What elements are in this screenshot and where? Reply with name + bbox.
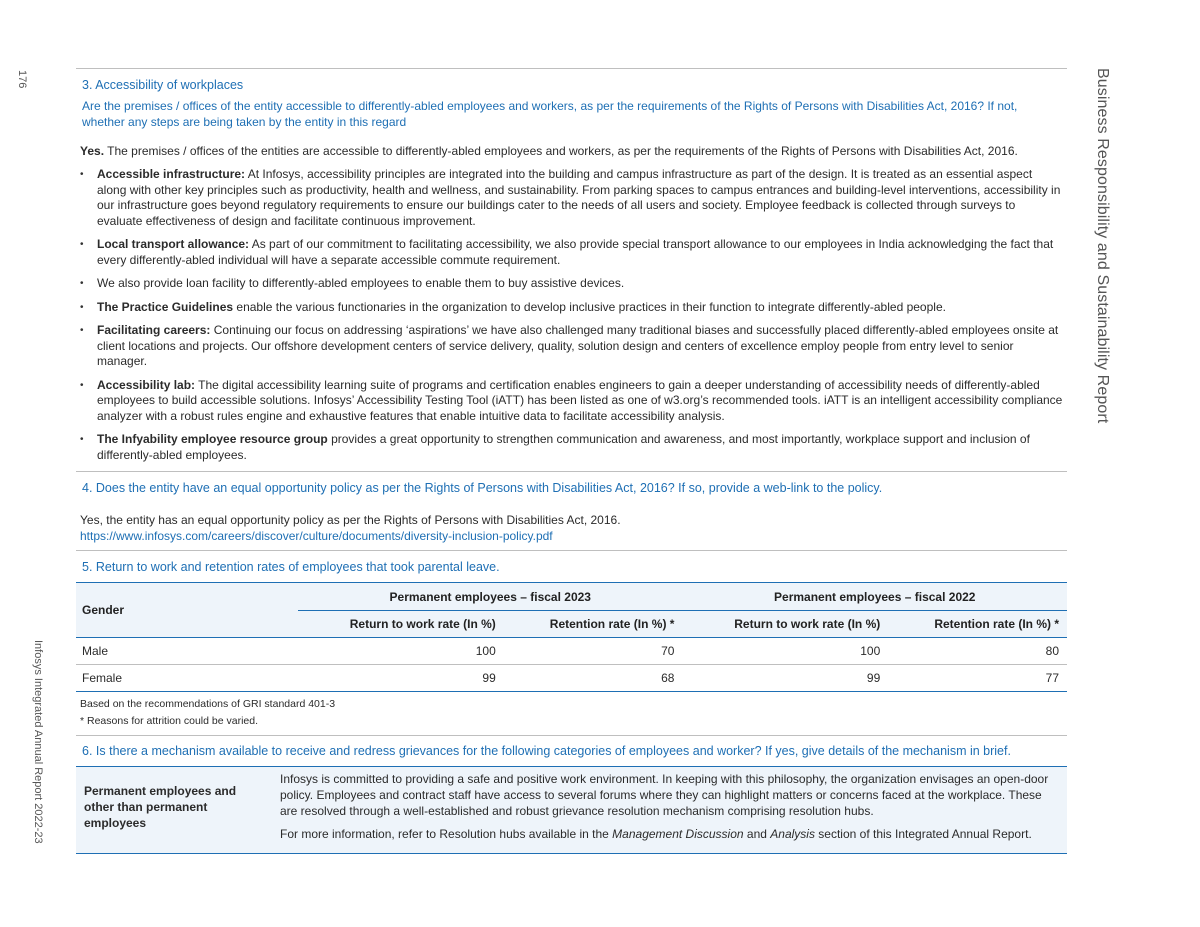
table-note: Based on the recommendations of GRI standard 401-3 (80, 698, 336, 710)
table-footnote: * Reasons for attrition could be varied. (80, 715, 259, 727)
report-title-left: Infosys Integrated Annual Report 2022-23 (32, 640, 44, 844)
column-header: Retention rate (In %) * (504, 611, 683, 638)
bullet-bold: Accessibility lab: (97, 377, 196, 392)
section-accessibility (76, 78, 1067, 463)
page-number: 176 (16, 70, 28, 89)
divider (76, 735, 1067, 736)
bullet-item (76, 378, 1067, 425)
bullet-text: We also provide loan facility to differently-abled employees to enable them to buy assistive devices. (97, 276, 625, 290)
section-3-question: Are the premises / offices of the entity accessible to differently-abled employees and workers, as per the requirements of the Rights of Persons with Disabilities Act, 2016? If not, whether any steps are being taken by the entity in this regard (82, 99, 1018, 129)
bullet-text: enable the various functionaries in the organization to develop inclusive practices in their function to integrate differently-abled people. (233, 299, 946, 314)
employee-category: Permanent employees and other than permanent employees (84, 784, 237, 830)
divider (76, 68, 1067, 69)
section-3-title: 3. Accessibility of workplaces (82, 78, 244, 92)
table-header-row (76, 583, 1067, 611)
column-header: Retention rate (In %) * (888, 611, 1067, 638)
grievance-paragraph: Infosys is committed to providing a safe and positive work environment. In keeping with this philosophy, the organization envisages an open-door policy. Employees and contract staff have access to several forums where they can highlight matters or concerns faced at the workplace. These are resolved through a well-established and robust grievance resolution mechanism comprising resolution hubs. (280, 772, 1049, 818)
bullet-bold: Local transport allowance: (97, 237, 250, 251)
bullet-bold: The Practice Guidelines (97, 299, 234, 314)
grievance-box (76, 766, 1067, 854)
table-row (76, 638, 1067, 665)
section-title-right: Business Responsibility and Sustainability Report (1094, 68, 1111, 424)
bullet-item (76, 237, 1067, 268)
value-cell: 77 (1045, 671, 1059, 685)
reference-italic: Analysis (770, 827, 815, 841)
reference-text: and (743, 827, 771, 841)
answer-lead: Yes. (80, 144, 105, 158)
section-3-answer (80, 143, 1063, 159)
bullet-text: provides a great opportunity to strengthen communication and awareness, and most importantly, workplace support and inclusion of differently-abled employees. (97, 432, 1030, 462)
gender-header: Gender (76, 583, 298, 638)
bullet-bold: Facilitating careers: (97, 323, 211, 337)
section-grievances (76, 744, 1067, 854)
gender-cell: Male (82, 644, 109, 658)
group-header: Permanent employees – fiscal 2022 (682, 583, 1067, 611)
section-4-answer: Yes, the entity has an equal opportunity policy as per the Rights of Persons with Disabilities Act, 2016. (80, 513, 621, 527)
bullet-bold: Accessible infrastructure: (97, 167, 246, 181)
accessibility-bullets (76, 167, 1067, 463)
column-header: Return to work rate (In %) (298, 611, 504, 638)
bullet-item (76, 167, 1067, 229)
value-cell: 100 (475, 644, 496, 658)
parental-leave-table (76, 582, 1067, 692)
bullet-text: The digital accessibility learning suite of programs and certification enables engineers to gain a deeper understanding of accessibility needs of differently-abled employees to build accessible solutions. Infosys’ Accessibility Testing Tool (iATT) has been listed as one of w3.org’s recommended tools. iATT is an intelligent accessibility compliance analyzer with a robust rules engine and exhaustive features that enable intuitive data to facilitate accessibility analysis. (97, 377, 1063, 423)
value-cell: 70 (661, 644, 675, 658)
bullet-item (76, 300, 1067, 316)
section-4-title: 4. Does the entity have an equal opportunity policy as per the Rights of Persons with Disabilities Act, 2016? If so, provide a web-link to the policy. (82, 481, 883, 495)
divider (76, 471, 1067, 472)
policy-link[interactable]: https://www.infosys.com/careers/discover/culture/documents/diversity-inclusion-policy.pdf (80, 529, 553, 543)
bullet-text: As part of our commitment to facilitating accessibility, we also provide special transport allowance to our employees in India acknowledging the fact that every differently-abled individual will have a separate accessible commute requirement. (97, 237, 1054, 267)
gender-cell: Female (82, 671, 123, 685)
divider (76, 550, 1067, 551)
value-cell: 80 (1045, 644, 1059, 658)
bullet-text: Continuing our focus on addressing ‘aspirations’ we have also challenged many traditional biases and successfully placed differently-abled employees onsite at client locations and projects. Our offshore development centers of service delivery, quality, solution design and centers of excellence employ people from entry level to senior manager. (97, 323, 1059, 368)
grievance-reference (280, 826, 1059, 842)
reference-italic: Management Discussion (612, 827, 744, 841)
section-5-title: 5. Return to work and retention rates of employees that took parental leave. (82, 560, 500, 574)
section-6-title: 6. Is there a mechanism available to receive and redress grievances for the following categories of employees and worker? If yes, give details of the mechanism in brief. (82, 744, 1011, 758)
bullet-item (76, 323, 1067, 370)
value-cell: 99 (866, 671, 881, 685)
main-content (76, 68, 1067, 854)
bullet-text: At Infosys, accessibility principles are integrated into the building and campus infrastructure as part of the design. It is treated as an essential aspect along with other key principles such as productivity, health and wellness, and sustainability. From parking spaces to campus entrances and building-level interventions, accessibility in our infrastructure goes beyond regulatory requirements to ensure our buildings cater to the needs of all users and society. Employee feedback is collected through surveys to evaluate effectiveness of design and facilitate continuous improvement. (97, 167, 1061, 228)
section-parental-leave (76, 560, 1067, 730)
section-equal-opportunity (76, 481, 1067, 544)
grievance-details (272, 767, 1067, 853)
bullet-bold: The Infyability employee resource group (97, 432, 328, 446)
value-cell: 68 (661, 671, 675, 685)
bullet-item (76, 276, 1067, 292)
table-row (76, 665, 1067, 692)
value-cell: 100 (860, 644, 881, 658)
column-header: Return to work rate (In %) (682, 611, 888, 638)
value-cell: 99 (482, 671, 496, 685)
group-header: Permanent employees – fiscal 2023 (298, 583, 682, 611)
reference-text: For more information, refer to Resolution hubs available in the (280, 827, 613, 841)
reference-text: section of this Integrated Annual Report. (814, 827, 1032, 841)
bullet-item (76, 432, 1067, 463)
answer-text: The premises / offices of the entities are accessible to differently-abled employees and workers, as per the requirements of the Rights of Persons with Disabilities Act, 2016. (104, 144, 1018, 158)
